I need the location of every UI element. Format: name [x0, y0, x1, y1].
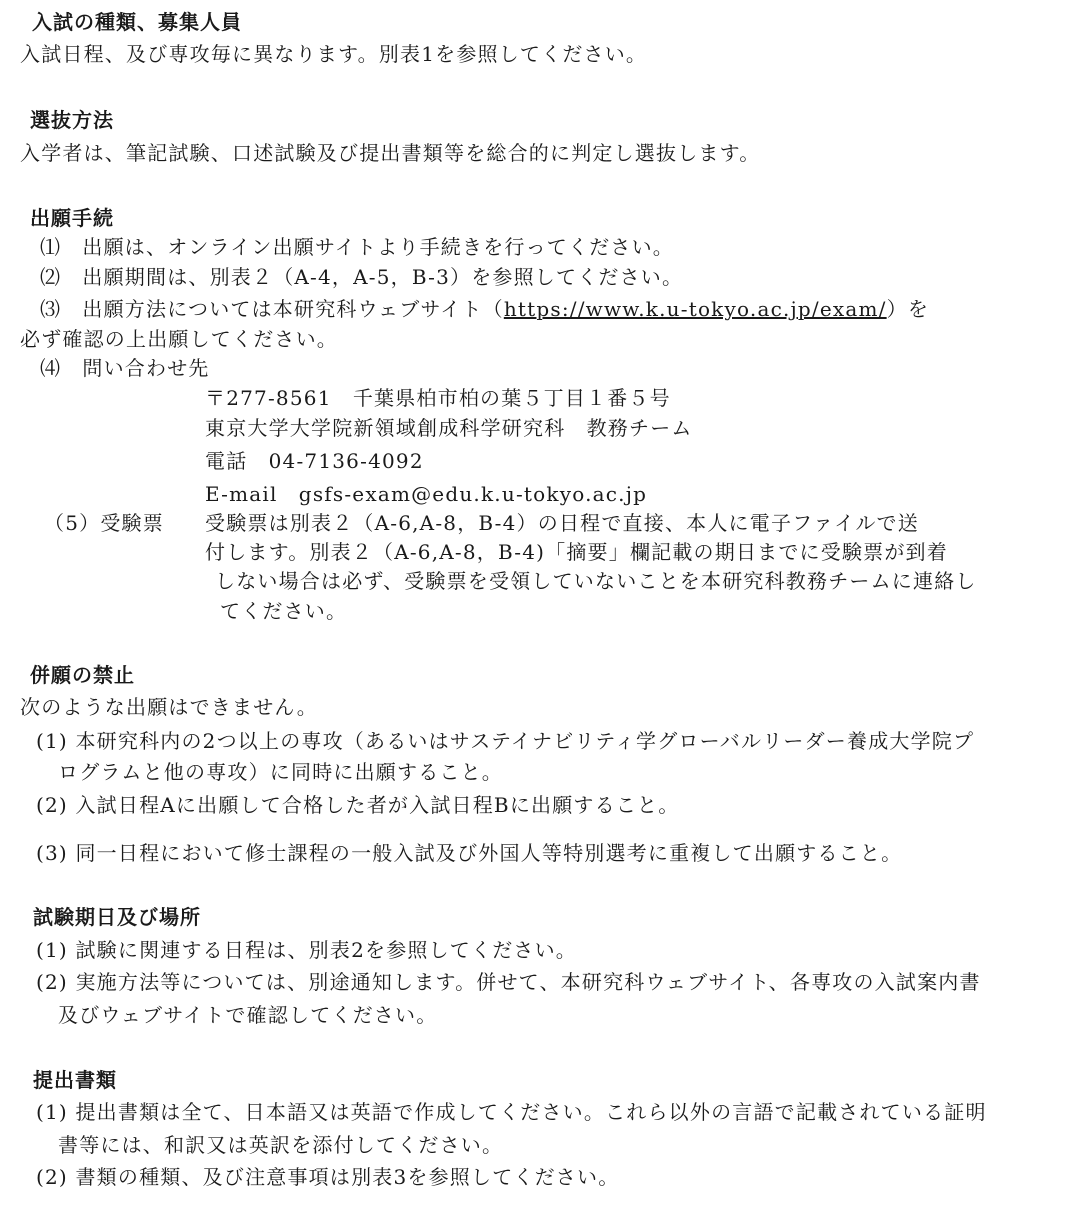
application-item-3 — [40, 295, 929, 323]
application-item-2: ⑵ 出願期間は、別表２（A-4，A-5，B-3）を参照してください。 — [40, 265, 684, 289]
documents-item-1-continued: 書等には、和訳又は英訳を添付してください。 — [58, 1133, 504, 1157]
prohibition-intro: 次のような出願はできません。 — [20, 695, 318, 719]
section-heading-exam-types: 入試の種類、募集人員 — [32, 10, 242, 34]
schedule-item-2-continued: 及びウェブサイトで確認してください。 — [58, 1003, 438, 1027]
section-heading-application: 出願手続 — [30, 206, 114, 230]
documents-item-1: (1) 提出書類は全て、日本語又は英語で作成してください。これら以外の言語で記載されている証明 — [36, 1100, 987, 1124]
contact-office: 東京大学大学院新領域創成科学研究科 教務チーム — [205, 416, 693, 440]
section-heading-selection: 選抜方法 — [30, 108, 114, 132]
section-heading-schedule: 試験期日及び場所 — [33, 905, 201, 929]
prohibition-item-2: (2) 入試日程Aに出願して合格した者が入試日程Bに出願すること。 — [36, 793, 680, 817]
prohibition-item-3: (3) 同一日程において修士課程の一般入試及び外国人等特別選考に重複して出願すること。 — [36, 841, 903, 865]
section-heading-prohibition: 併願の禁止 — [30, 663, 135, 687]
contact-email: E-mail gsfs-exam@edu.k.u-tokyo.ac.jp — [205, 482, 648, 506]
admission-ticket-line-2: 付します。別表２（A-6,A-8，B-4)「摘要」欄記載の期日までに受験票が到着 — [205, 540, 948, 564]
admission-ticket-line-1: 受験票は別表２（A-6,A-8，B-4）の日程で直接、本人に電子ファイルで送 — [205, 511, 919, 535]
prohibition-item-1-continued: ログラムと他の専攻）に同時に出願すること。 — [58, 760, 503, 784]
admission-ticket-line-3: しない場合は必ず、受験票を受領していないことを本研究科教務チームに連絡し — [215, 569, 977, 593]
prohibition-item-1: (1) 本研究科内の2つ以上の専攻（あるいはサステイナビリティ学グローバルリーダー養成大学院プ — [36, 729, 975, 753]
exam-website-link[interactable]: https://www.k.u-tokyo.ac.jp/exam/ — [503, 297, 887, 321]
contact-phone: 電話 04-7136-4092 — [205, 449, 424, 473]
selection-body: 入学者は、筆記試験、口述試験及び提出書類等を総合的に判定し選抜します。 — [20, 141, 761, 165]
schedule-item-1: (1) 試験に関連する日程は、別表2を参照してください。 — [36, 938, 578, 962]
section-heading-documents: 提出書類 — [33, 1068, 117, 1092]
admission-ticket-label: （5）受験票 — [44, 511, 164, 535]
application-item-3-suffix: ）を — [886, 297, 930, 321]
contact-address: 〒277-8561 千葉県柏市柏の葉５丁目１番５号 — [205, 386, 671, 410]
application-item-3-prefix: ⑶ 出願方法については本研究科ウェブサイト（ — [40, 297, 504, 321]
documents-item-2: (2) 書類の種類、及び注意事項は別表3を参照してください。 — [36, 1165, 620, 1189]
admission-ticket-line-4: てください。 — [220, 599, 348, 623]
application-item-4: ⑷ 問い合わせ先 — [40, 356, 210, 380]
application-item-1: ⑴ 出願は、オンライン出願サイトより手続きを行ってください。 — [40, 235, 674, 259]
application-item-3-continued: 必ず確認の上出願してください。 — [20, 327, 338, 351]
schedule-item-2: (2) 実施方法等については、別途通知します。併せて、本研究科ウェブサイト、各専攻の入試案内書 — [36, 970, 981, 994]
exam-types-body: 入試日程、及び専攻毎に異なります。別表1を参照してください。 — [20, 42, 648, 66]
